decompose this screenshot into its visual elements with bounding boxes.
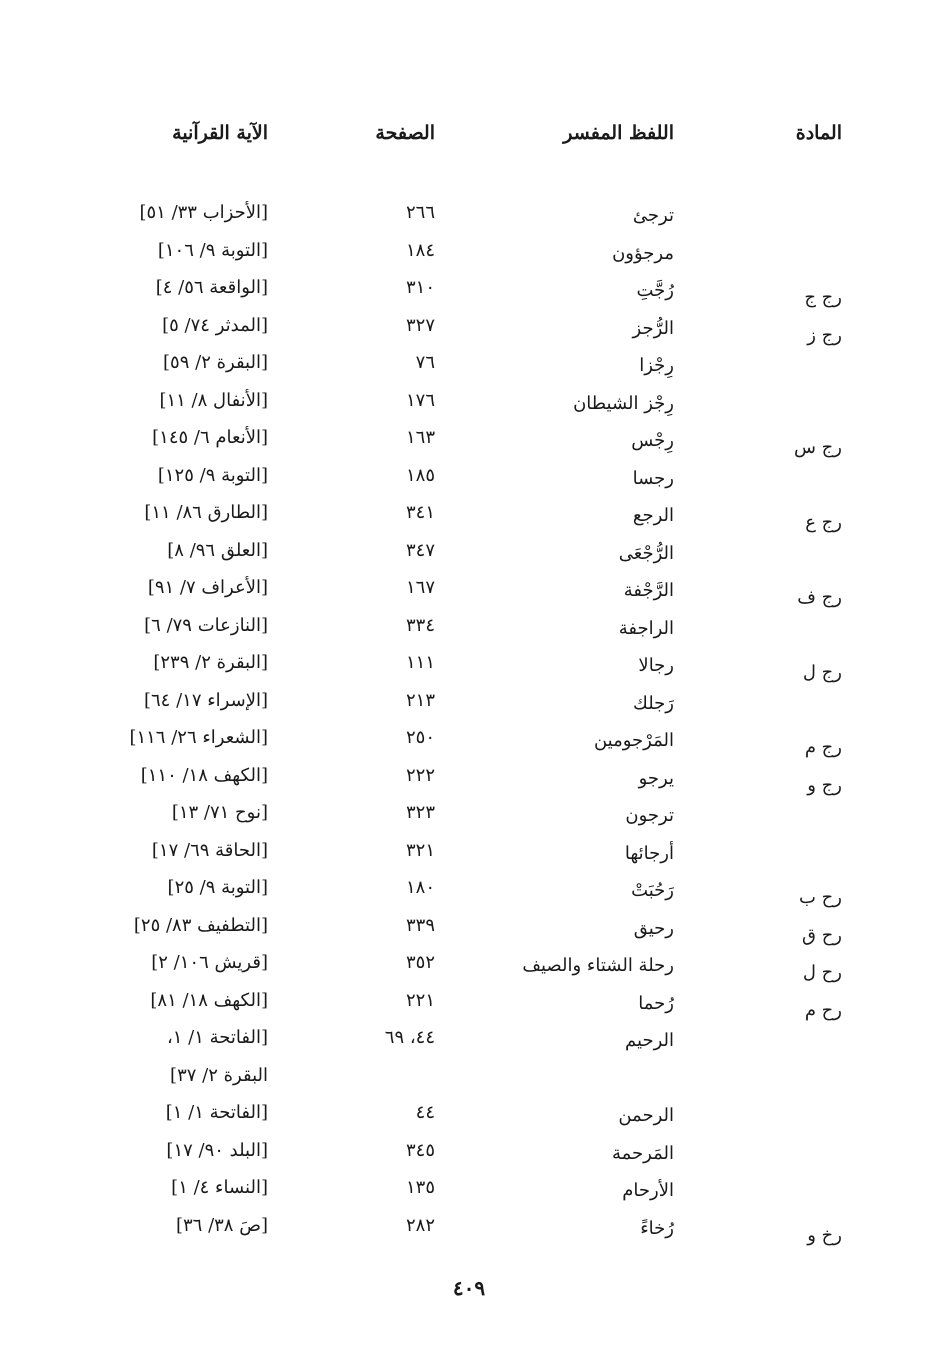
ayah-cell: [العلق ٩٦/ ٨] (167, 540, 268, 561)
lafz-cell: الرُّجز (632, 318, 674, 339)
lafz-cell: يرجو (638, 768, 674, 789)
lafz-cell: رحلة الشتاء والصيف (522, 955, 674, 976)
lafz-cell: ترجئ (632, 205, 674, 226)
madda-cell: رج س (793, 437, 842, 458)
ayah-cell: [الطارق ٨٦/ ١١] (144, 502, 268, 523)
ayah-cell: [النازعات ٧٩/ ٦] (144, 615, 268, 636)
page-cell: ١٦٧ (405, 577, 435, 598)
header-page: الصفحة (375, 122, 435, 144)
madda-cell: رج ز (807, 325, 842, 346)
page-cell: ١٣٥ (405, 1177, 435, 1198)
page-cell: ٢٢٢ (405, 765, 435, 786)
lafz-cell: مرجؤون (612, 243, 674, 264)
lafz-cell: الرَّجْفة (623, 580, 674, 601)
page-cell: ٧٦ (415, 352, 435, 373)
lafz-cell: رُحما (638, 993, 674, 1014)
page-cell: ١١١ (405, 652, 435, 673)
ayah-cell: [المدثر ٧٤/ ٥] (162, 315, 268, 336)
lafz-cell: الرُّجْعَى (618, 543, 674, 564)
lafz-cell: رَجلك (633, 693, 674, 714)
madda-cell: رح ل (802, 962, 842, 983)
page-cell: ٤٤، ٦٩ (384, 1027, 435, 1048)
ayah-cell: [البقرة ٢/ ٢٣٩] (153, 652, 268, 673)
page-cell: ٢٢١ (405, 990, 435, 1011)
page-number: ٤٠٩ (452, 1276, 486, 1300)
ayah-cell: [الكهف ١٨/ ٨١] (150, 990, 268, 1011)
lafz-cell: رُخاءً (640, 1218, 674, 1239)
page-cell: ٢٦٦ (405, 202, 435, 223)
page-cell: ٣١٠ (405, 277, 435, 298)
madda-cell: رج م (804, 737, 842, 758)
lafz-cell: الراجفة (618, 618, 674, 639)
lafz-cell: رحيق (633, 918, 674, 939)
ayah-cell: [الأنعام ٦/ ١٤٥] (152, 427, 268, 448)
lafz-cell: الرجع (632, 505, 674, 526)
page-cell: ٣٣٩ (405, 915, 435, 936)
lafz-cell: المَرحمة (611, 1143, 674, 1164)
ayah-cell: البقرة ٢/ ٣٧] (170, 1065, 268, 1086)
ayah-cell: [النساء ٤/ ١] (171, 1177, 268, 1198)
ayah-cell: [التوبة ٩/ ١٠٦] (157, 240, 268, 261)
madda-cell: رح م (804, 1000, 842, 1021)
lafz-cell: ترجون (625, 805, 674, 826)
ayah-cell: [التوبة ٩/ ١٢٥] (157, 465, 268, 486)
lafz-cell: رجسا (632, 468, 674, 489)
ayah-cell: [الإسراء ١٧/ ٦٤] (143, 690, 268, 711)
lafz-cell: رِجْز الشيطان (573, 393, 674, 414)
header-ayah: الآية القرآنية (172, 122, 268, 144)
ayah-cell: [التوبة ٩/ ٢٥] (167, 877, 268, 898)
ayah-cell: [الفاتحة ١/ ١] (165, 1102, 268, 1123)
madda-cell: رج ف (797, 587, 842, 608)
madda-cell: رح ق (802, 925, 842, 946)
ayah-cell: [البلد ٩٠/ ١٧] (166, 1140, 268, 1161)
page-cell: ٣٥٢ (405, 952, 435, 973)
header-madda: المادة (795, 122, 842, 144)
madda-cell: رخ و (807, 1225, 842, 1246)
ayah-cell: [البقرة ٢/ ٥٩] (163, 352, 268, 373)
lafz-cell: أرجائها (624, 843, 674, 864)
lafz-cell: رجالا (638, 655, 674, 676)
ayah-cell: [الفاتحة ١/ ١، (166, 1027, 268, 1048)
page-cell: ٢٨٢ (405, 1215, 435, 1236)
page-cell: ١٨٤ (405, 240, 435, 261)
lafz-cell: رِجْزا (639, 355, 674, 376)
ayah-cell: [قريش ١٠٦/ ٢] (151, 952, 268, 973)
header-lafz: اللفظ المفسر (563, 122, 674, 144)
madda-cell: رج ع (805, 512, 842, 533)
ayah-cell: [الواقعة ٥٦/ ٤] (155, 277, 268, 298)
ayah-cell: [الكهف ١٨/ ١١٠] (140, 765, 268, 786)
lafz-cell: المَرْجومين (593, 730, 674, 751)
ayah-cell: [الأحزاب ٣٣/ ٥١] (139, 202, 268, 223)
madda-cell: رح ب (799, 887, 842, 908)
ayah-cell: [الحاقة ٦٩/ ١٧] (151, 840, 268, 861)
ayah-cell: [نوح ٧١/ ١٣] (171, 802, 268, 823)
lafz-cell: الرحيم (625, 1030, 674, 1051)
lafz-cell: رُجَّتِ (636, 280, 674, 301)
page-cell: ١٨٥ (405, 465, 435, 486)
page-cell: ٣٤١ (405, 502, 435, 523)
page-cell: ١٧٦ (405, 390, 435, 411)
page-cell: ١٨٠ (405, 877, 435, 898)
lafz-cell: الأرحام (622, 1180, 674, 1201)
page-cell: ٣٢٣ (405, 802, 435, 823)
page-cell: ٣٢٧ (405, 315, 435, 336)
ayah-cell: [الشعراء ٢٦/ ١١٦] (129, 727, 268, 748)
page-cell: ١٦٣ (405, 427, 435, 448)
page-cell: ٢٥٠ (405, 727, 435, 748)
lafz-cell: رَحُبَتْ (631, 880, 674, 901)
page-cell: ٣٢١ (405, 840, 435, 861)
page-cell: ٣٣٤ (405, 615, 435, 636)
ayah-cell: [الأنفال ٨/ ١١] (159, 390, 268, 411)
lafz-cell: الرحمن (618, 1105, 674, 1126)
page-cell: ٤٤ (415, 1102, 435, 1123)
lafz-cell: رِجْس (631, 430, 674, 451)
ayah-cell: [الأعراف ٧/ ٩١] (147, 577, 268, 598)
page-cell: ٣٤٥ (405, 1140, 435, 1161)
page-cell: ٢١٣ (405, 690, 435, 711)
ayah-cell: [صَ ٣٨/ ٣٦] (175, 1215, 268, 1236)
madda-cell: رج ج (804, 287, 842, 308)
ayah-cell: [التطفيف ٨٣/ ٢٥] (133, 915, 268, 936)
page-cell: ٣٤٧ (405, 540, 435, 561)
madda-cell: رج ل (802, 662, 842, 683)
madda-cell: رج و (807, 775, 842, 796)
